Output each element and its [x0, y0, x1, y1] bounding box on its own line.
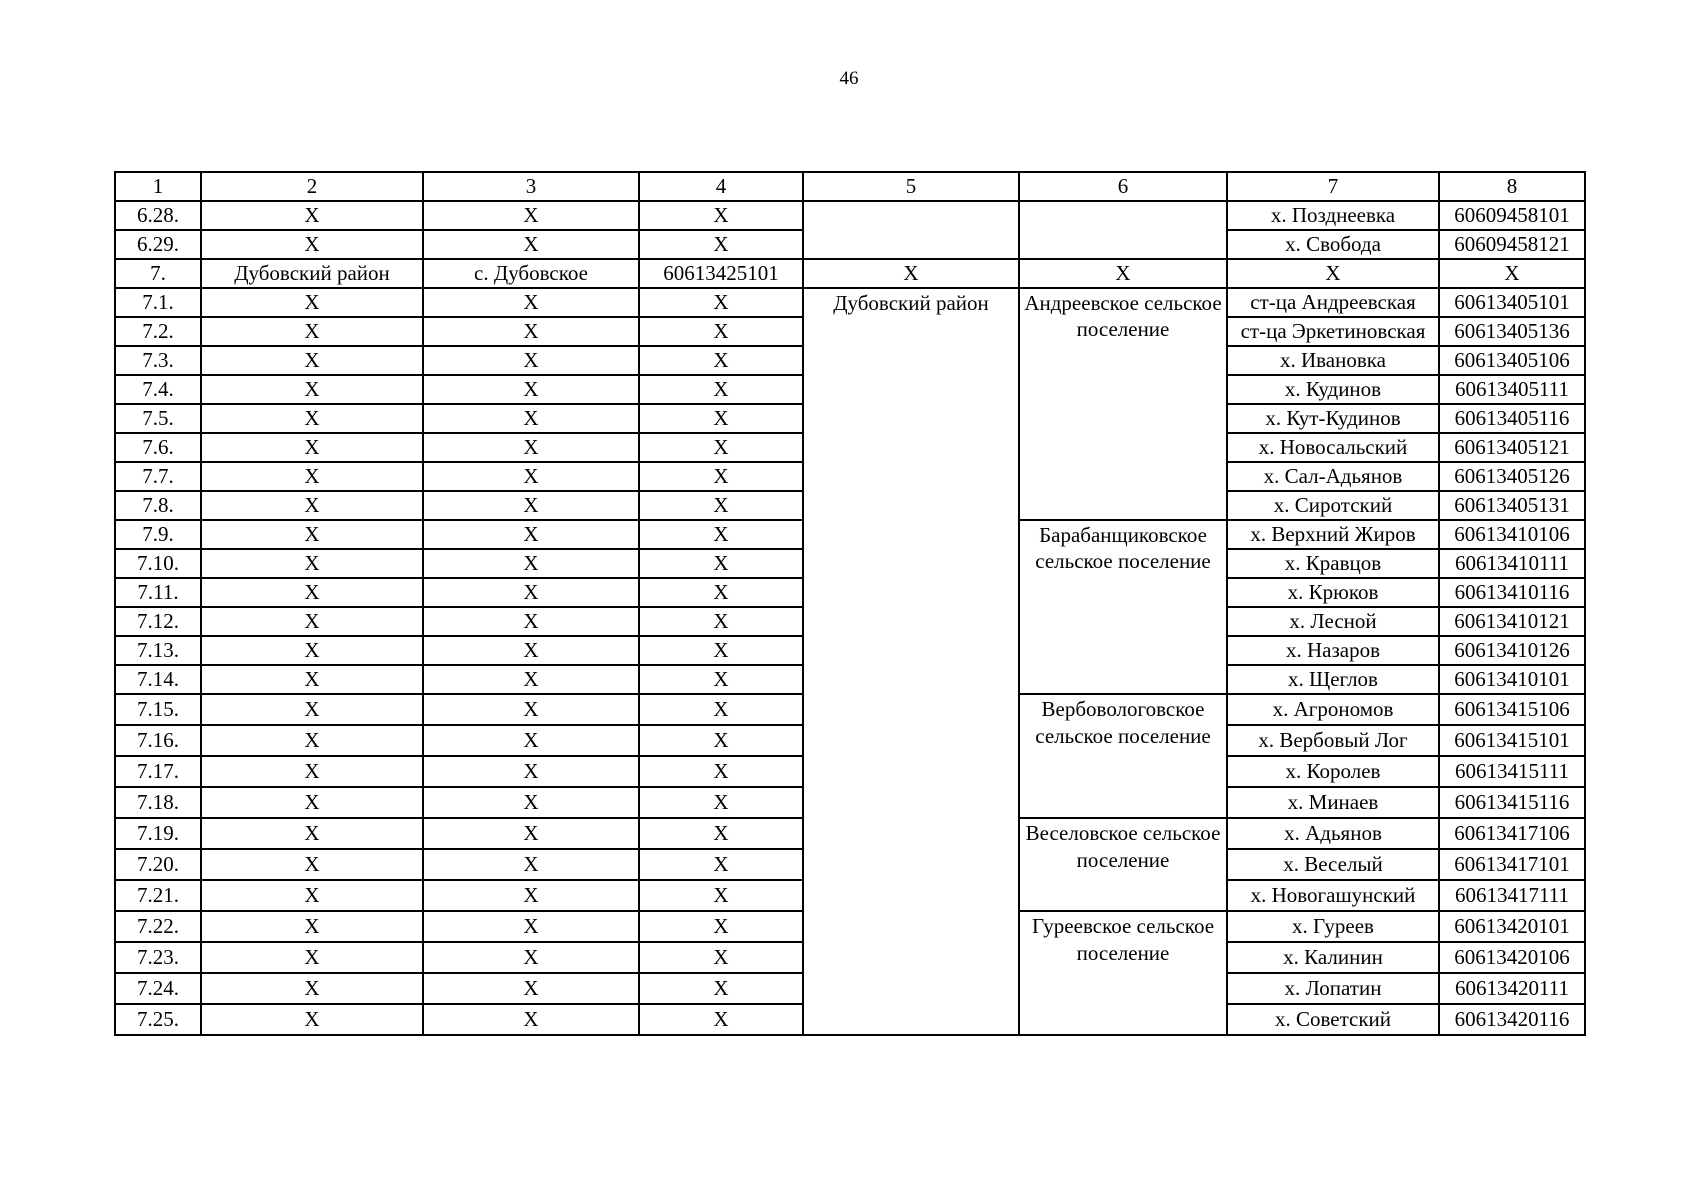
table-header-row — [115, 172, 1585, 201]
cell-col4: X — [639, 346, 803, 375]
code-cell: 60613405121 — [1439, 433, 1585, 462]
settlement-merged-cell: Веселовское сельское поселение — [1019, 818, 1227, 911]
cell-col3: X — [423, 230, 639, 259]
table-row — [115, 288, 1585, 317]
cell-col4: X — [639, 578, 803, 607]
cell-col3: X — [423, 973, 639, 1004]
cell-col2: X — [201, 317, 423, 346]
cell-col4: X — [639, 880, 803, 911]
district-merged-cell — [803, 201, 1019, 259]
cell-col4: X — [639, 787, 803, 818]
header-cell: 5 — [803, 172, 1019, 201]
district-merged-cell: Дубовский район — [803, 288, 1019, 1035]
row-number-cell: 7.23. — [115, 942, 201, 973]
cell-col3: X — [423, 880, 639, 911]
cell-col4: X — [639, 756, 803, 787]
header-cell: 1 — [115, 172, 201, 201]
code-cell: 60613415111 — [1439, 756, 1585, 787]
cell-col4: X — [639, 911, 803, 942]
cell-col2: X — [201, 288, 423, 317]
cell-col4: X — [639, 230, 803, 259]
table-row — [115, 201, 1585, 230]
cell-col4: X — [639, 973, 803, 1004]
code-cell: 60613417106 — [1439, 818, 1585, 849]
cell-col2: X — [201, 787, 423, 818]
row-number-cell: 7.3. — [115, 346, 201, 375]
cell-col3: X — [423, 1004, 639, 1035]
code-cell: 60613415101 — [1439, 725, 1585, 756]
cell-col4: X — [639, 491, 803, 520]
code-cell: 60613420116 — [1439, 1004, 1585, 1035]
settlements-table — [114, 171, 1586, 1036]
locality-cell: ст-ца Андреевская — [1227, 288, 1439, 317]
row-number-cell: 7. — [115, 259, 201, 288]
cell-col4: X — [639, 462, 803, 491]
locality-cell: х. Советский — [1227, 1004, 1439, 1035]
row-number-cell: 7.1. — [115, 288, 201, 317]
settlement-merged-cell: Вербовологовское сельское поселение — [1019, 694, 1227, 818]
cell-col4: X — [639, 665, 803, 694]
cell-col2: X — [201, 880, 423, 911]
row-number-cell: 7.9. — [115, 520, 201, 549]
cell-col2: X — [201, 911, 423, 942]
code-cell: 60613410126 — [1439, 636, 1585, 665]
cell-col3: с. Дубовское — [423, 259, 639, 288]
row-number-cell: 7.2. — [115, 317, 201, 346]
locality-cell: х. Новогашунский — [1227, 880, 1439, 911]
row-number-cell: 7.21. — [115, 880, 201, 911]
locality-cell: х. Верхний Жиров — [1227, 520, 1439, 549]
locality-cell: х. Агрономов — [1227, 694, 1439, 725]
cell-col3: X — [423, 725, 639, 756]
row-number-cell: 7.19. — [115, 818, 201, 849]
cell-col2: X — [201, 1004, 423, 1035]
cell-col2: X — [201, 636, 423, 665]
cell-col2: X — [201, 404, 423, 433]
cell-col3: X — [423, 549, 639, 578]
settlement-merged-cell: Гуреевское сельское поселение — [1019, 911, 1227, 1035]
code-cell: 60613405116 — [1439, 404, 1585, 433]
locality-cell: х. Крюков — [1227, 578, 1439, 607]
cell-col3: X — [423, 578, 639, 607]
row-number-cell: 7.11. — [115, 578, 201, 607]
cell-col2: X — [201, 665, 423, 694]
cell-col2: X — [201, 973, 423, 1004]
code-cell: 60613405126 — [1439, 462, 1585, 491]
cell-col2: X — [201, 520, 423, 549]
cell-col3: X — [423, 911, 639, 942]
locality-cell: х. Королев — [1227, 756, 1439, 787]
locality-cell: х. Лесной — [1227, 607, 1439, 636]
locality-cell: х. Лопатин — [1227, 973, 1439, 1004]
row-number-cell: 7.20. — [115, 849, 201, 880]
locality-cell: х. Сиротский — [1227, 491, 1439, 520]
cell-col4: X — [639, 549, 803, 578]
locality-cell: х. Кут-Кудинов — [1227, 404, 1439, 433]
locality-cell: х. Минаев — [1227, 787, 1439, 818]
cell-col3: X — [423, 694, 639, 725]
locality-cell: х. Назаров — [1227, 636, 1439, 665]
cell-col2: X — [201, 694, 423, 725]
cell-col2: X — [201, 433, 423, 462]
cell-col4: X — [639, 520, 803, 549]
cell-col5: X — [803, 259, 1019, 288]
header-cell: 4 — [639, 172, 803, 201]
locality-cell: х. Калинин — [1227, 942, 1439, 973]
code-cell: 60613405131 — [1439, 491, 1585, 520]
page-number: 46 — [839, 68, 859, 89]
code-cell: 60613405136 — [1439, 317, 1585, 346]
code-cell: 60613410121 — [1439, 607, 1585, 636]
row-number-cell: 6.29. — [115, 230, 201, 259]
cell-col3: X — [423, 375, 639, 404]
cell-col3: X — [423, 942, 639, 973]
code-cell: 60613417111 — [1439, 880, 1585, 911]
cell-col2: X — [201, 201, 423, 230]
cell-col4: X — [639, 818, 803, 849]
code-cell: 60613410116 — [1439, 578, 1585, 607]
cell-col4: X — [639, 404, 803, 433]
row-number-cell: 7.4. — [115, 375, 201, 404]
row-number-cell: 7.6. — [115, 433, 201, 462]
locality-cell: ст-ца Эркетиновская — [1227, 317, 1439, 346]
code-cell: X — [1439, 259, 1585, 288]
cell-col3: X — [423, 404, 639, 433]
locality-cell: х. Свобода — [1227, 230, 1439, 259]
locality-cell: х. Вербовый Лог — [1227, 725, 1439, 756]
cell-col2: X — [201, 462, 423, 491]
row-number-cell: 7.5. — [115, 404, 201, 433]
code-cell: 60609458121 — [1439, 230, 1585, 259]
cell-col3: X — [423, 636, 639, 665]
locality-cell: х. Гуреев — [1227, 911, 1439, 942]
cell-col2: X — [201, 725, 423, 756]
code-cell: 60613405101 — [1439, 288, 1585, 317]
cell-col2: X — [201, 607, 423, 636]
row-number-cell: 7.14. — [115, 665, 201, 694]
cell-col3: X — [423, 665, 639, 694]
header-cell: 2 — [201, 172, 423, 201]
locality-cell: х. Новосальский — [1227, 433, 1439, 462]
cell-col4: X — [639, 694, 803, 725]
cell-col4: X — [639, 317, 803, 346]
locality-cell: х. Ивановка — [1227, 346, 1439, 375]
cell-col4: 60613425101 — [639, 259, 803, 288]
cell-col6: X — [1019, 259, 1227, 288]
locality-cell: х. Кравцов — [1227, 549, 1439, 578]
cell-col2: X — [201, 942, 423, 973]
cell-col2: X — [201, 491, 423, 520]
cell-col2: X — [201, 346, 423, 375]
cell-col4: X — [639, 942, 803, 973]
cell-col4: X — [639, 849, 803, 880]
cell-col2: X — [201, 756, 423, 787]
code-cell: 60613417101 — [1439, 849, 1585, 880]
settlement-merged-cell: Андреевское сельское поселение — [1019, 288, 1227, 520]
cell-col3: X — [423, 520, 639, 549]
cell-col2: X — [201, 230, 423, 259]
row-number-cell: 7.15. — [115, 694, 201, 725]
row-number-cell: 7.24. — [115, 973, 201, 1004]
locality-cell: X — [1227, 259, 1439, 288]
cell-col3: X — [423, 787, 639, 818]
cell-col4: X — [639, 201, 803, 230]
cell-col4: X — [639, 433, 803, 462]
cell-col4: X — [639, 725, 803, 756]
cell-col3: X — [423, 346, 639, 375]
code-cell: 60613415106 — [1439, 694, 1585, 725]
cell-col3: X — [423, 607, 639, 636]
code-cell: 60613410101 — [1439, 665, 1585, 694]
cell-col4: X — [639, 375, 803, 404]
cell-col3: X — [423, 288, 639, 317]
row-number-cell: 7.13. — [115, 636, 201, 665]
cell-col3: X — [423, 462, 639, 491]
row-number-cell: 7.16. — [115, 725, 201, 756]
cell-col3: X — [423, 317, 639, 346]
cell-col3: X — [423, 201, 639, 230]
row-number-cell: 7.8. — [115, 491, 201, 520]
row-number-cell: 6.28. — [115, 201, 201, 230]
cell-col2: X — [201, 849, 423, 880]
row-number-cell: 7.12. — [115, 607, 201, 636]
code-cell: 60613410111 — [1439, 549, 1585, 578]
code-cell: 60613410106 — [1439, 520, 1585, 549]
locality-cell: х. Щеглов — [1227, 665, 1439, 694]
locality-cell: х. Адьянов — [1227, 818, 1439, 849]
code-cell: 60613420106 — [1439, 942, 1585, 973]
settlement-merged-cell — [1019, 201, 1227, 259]
locality-cell: х. Веселый — [1227, 849, 1439, 880]
cell-col3: X — [423, 433, 639, 462]
locality-cell: х. Сал-Адьянов — [1227, 462, 1439, 491]
cell-col4: X — [639, 1004, 803, 1035]
row-number-cell: 7.7. — [115, 462, 201, 491]
code-cell: 60609458101 — [1439, 201, 1585, 230]
cell-col2: X — [201, 578, 423, 607]
row-number-cell: 7.25. — [115, 1004, 201, 1035]
locality-cell: х. Кудинов — [1227, 375, 1439, 404]
settlement-merged-cell: Барабанщиковское сельское поселение — [1019, 520, 1227, 694]
code-cell: 60613420101 — [1439, 911, 1585, 942]
header-cell: 7 — [1227, 172, 1439, 201]
cell-col3: X — [423, 818, 639, 849]
row-number-cell: 7.22. — [115, 911, 201, 942]
code-cell: 60613415116 — [1439, 787, 1585, 818]
cell-col2: X — [201, 549, 423, 578]
row-number-cell: 7.10. — [115, 549, 201, 578]
header-cell: 8 — [1439, 172, 1585, 201]
cell-col3: X — [423, 756, 639, 787]
code-cell: 60613405106 — [1439, 346, 1585, 375]
cell-col2: X — [201, 375, 423, 404]
row-number-cell: 7.18. — [115, 787, 201, 818]
header-cell: 3 — [423, 172, 639, 201]
code-cell: 60613420111 — [1439, 973, 1585, 1004]
code-cell: 60613405111 — [1439, 375, 1585, 404]
table-row — [115, 259, 1585, 288]
locality-cell: х. Позднеевка — [1227, 201, 1439, 230]
cell-col4: X — [639, 636, 803, 665]
cell-col2: Дубовский район — [201, 259, 423, 288]
header-cell: 6 — [1019, 172, 1227, 201]
cell-col4: X — [639, 288, 803, 317]
cell-col3: X — [423, 849, 639, 880]
cell-col3: X — [423, 491, 639, 520]
cell-col4: X — [639, 607, 803, 636]
cell-col2: X — [201, 818, 423, 849]
row-number-cell: 7.17. — [115, 756, 201, 787]
